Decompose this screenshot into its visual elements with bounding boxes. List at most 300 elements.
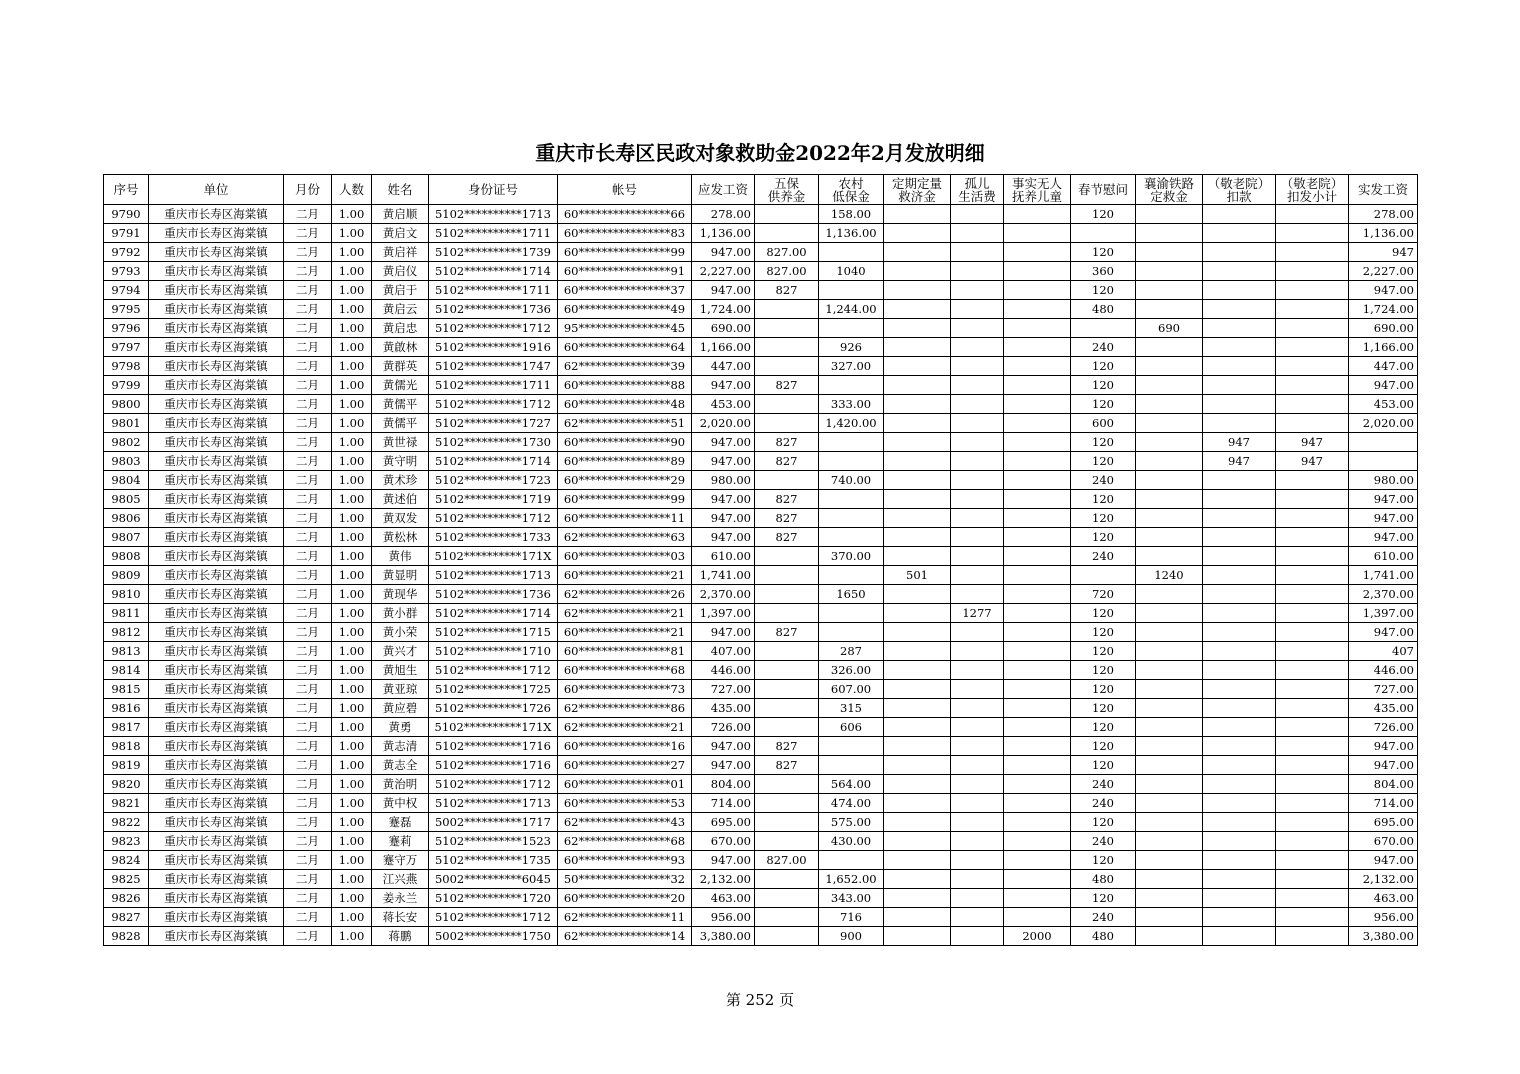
table-cell: 333.00: [819, 395, 884, 414]
table-cell: 120: [1071, 661, 1136, 680]
table-cell: [1276, 851, 1349, 870]
table-cell: [1203, 357, 1276, 376]
table-cell: [1349, 452, 1418, 471]
table-cell: [1276, 490, 1349, 509]
table-cell: 5102**********171X: [429, 718, 558, 737]
table-cell: 蒋长安: [372, 908, 429, 927]
table-cell: 947.00: [692, 737, 755, 756]
table-cell: 60****************93: [558, 851, 692, 870]
table-cell: [1004, 205, 1071, 224]
column-header: 实发工资: [1349, 175, 1418, 205]
table-cell: 62****************21: [558, 604, 692, 623]
table-row: [104, 262, 1418, 281]
table-row: [104, 604, 1418, 623]
table-cell: 黄儒平: [372, 414, 429, 433]
table-cell: 9790: [104, 205, 149, 224]
table-cell: 120: [1071, 433, 1136, 452]
table-cell: 黄显明: [372, 566, 429, 585]
table-cell: 947.00: [692, 623, 755, 642]
table-cell: 315: [819, 699, 884, 718]
table-cell: 1.00: [332, 395, 372, 414]
table-cell: [819, 490, 884, 509]
table-cell: [884, 604, 951, 623]
table-cell: [1203, 243, 1276, 262]
table-cell: 1,741.00: [692, 566, 755, 585]
table-cell: [1004, 870, 1071, 889]
table-cell: 947: [1276, 433, 1349, 452]
table-cell: 黄亚琼: [372, 680, 429, 699]
table-cell: 2,132.00: [1349, 870, 1418, 889]
table-cell: [951, 528, 1004, 547]
table-cell: 120: [1071, 737, 1136, 756]
table-cell: [951, 205, 1004, 224]
table-cell: 二月: [284, 281, 332, 300]
table-cell: 827: [755, 623, 819, 642]
table-cell: 二月: [284, 623, 332, 642]
table-cell: 947: [1349, 243, 1418, 262]
table-cell: [1136, 243, 1203, 262]
table-cell: 447.00: [1349, 357, 1418, 376]
table-cell: [884, 357, 951, 376]
table-cell: [884, 414, 951, 433]
table-cell: 947.00: [1349, 623, 1418, 642]
table-row: [104, 205, 1418, 224]
table-cell: 1.00: [332, 509, 372, 528]
table-cell: 1,724.00: [692, 300, 755, 319]
table-cell: 重庆市长寿区海棠镇: [149, 775, 284, 794]
table-cell: 二月: [284, 927, 332, 946]
table-cell: 5102**********1747: [429, 357, 558, 376]
table-cell: 62****************63: [558, 528, 692, 547]
column-header: 襄渝铁路 定救金: [1136, 175, 1203, 205]
table-cell: [1276, 870, 1349, 889]
table-cell: [1136, 300, 1203, 319]
table-cell: [1071, 319, 1136, 338]
table-cell: [755, 357, 819, 376]
table-cell: 5102**********1711: [429, 281, 558, 300]
table-cell: [819, 509, 884, 528]
table-cell: 5102**********1714: [429, 262, 558, 281]
table-cell: 1.00: [332, 471, 372, 490]
table-cell: 5102**********1714: [429, 452, 558, 471]
table-cell: 947.00: [1349, 490, 1418, 509]
table-row: [104, 528, 1418, 547]
table-row: [104, 509, 1418, 528]
table-cell: [819, 756, 884, 775]
table-row: [104, 376, 1418, 395]
table-cell: [1276, 642, 1349, 661]
table-cell: [1004, 813, 1071, 832]
table-cell: 二月: [284, 414, 332, 433]
table-cell: 435.00: [1349, 699, 1418, 718]
table-cell: [1276, 699, 1349, 718]
table-cell: 黄小群: [372, 604, 429, 623]
table-cell: [884, 224, 951, 243]
table-cell: [1136, 376, 1203, 395]
column-header: 应发工资: [692, 175, 755, 205]
table-cell: 1.00: [332, 699, 372, 718]
table-cell: 1,166.00: [1349, 338, 1418, 357]
table-cell: [951, 224, 1004, 243]
table-cell: [1004, 281, 1071, 300]
table-cell: 黄启顺: [372, 205, 429, 224]
table-cell: 9813: [104, 642, 149, 661]
table-cell: 240: [1071, 832, 1136, 851]
table-cell: 9792: [104, 243, 149, 262]
table-cell: [755, 547, 819, 566]
table-cell: [884, 490, 951, 509]
table-row: [104, 927, 1418, 946]
table-cell: [1203, 775, 1276, 794]
table-row: [104, 813, 1418, 832]
table-cell: 二月: [284, 680, 332, 699]
table-cell: 95****************45: [558, 319, 692, 338]
table-cell: [884, 547, 951, 566]
table-cell: 蒋鹏: [372, 927, 429, 946]
table-cell: [1004, 376, 1071, 395]
table-cell: [1136, 642, 1203, 661]
table-cell: 黄志清: [372, 737, 429, 756]
table-cell: 二月: [284, 300, 332, 319]
table-cell: 240: [1071, 547, 1136, 566]
table-cell: 607.00: [819, 680, 884, 699]
table-cell: 926: [819, 338, 884, 357]
table-cell: [1276, 756, 1349, 775]
table-cell: 1,741.00: [1349, 566, 1418, 585]
table-cell: [1004, 395, 1071, 414]
table-cell: 黄现华: [372, 585, 429, 604]
table-cell: [1004, 718, 1071, 737]
column-header: 五保 供养金: [755, 175, 819, 205]
table-cell: [1276, 243, 1349, 262]
table-cell: 黄启文: [372, 224, 429, 243]
column-header: （敬老院） 扣发小计: [1276, 175, 1349, 205]
table-cell: [1203, 490, 1276, 509]
table-cell: 1.00: [332, 775, 372, 794]
table-cell: 5102**********1735: [429, 851, 558, 870]
table-cell: 黄啟林: [372, 338, 429, 357]
table-cell: [951, 262, 1004, 281]
table-cell: 120: [1071, 642, 1136, 661]
table-cell: [1276, 205, 1349, 224]
table-cell: [1203, 547, 1276, 566]
table-cell: 二月: [284, 718, 332, 737]
table-cell: 120: [1071, 680, 1136, 699]
table-row: [104, 680, 1418, 699]
table-cell: 60****************48: [558, 395, 692, 414]
table-cell: [884, 623, 951, 642]
table-cell: 120: [1071, 528, 1136, 547]
table-row: [104, 395, 1418, 414]
table-cell: 474.00: [819, 794, 884, 813]
table-cell: 60****************03: [558, 547, 692, 566]
table-cell: 9817: [104, 718, 149, 737]
table-cell: 120: [1071, 490, 1136, 509]
table-cell: [1276, 718, 1349, 737]
table-cell: [1276, 300, 1349, 319]
table-cell: 二月: [284, 452, 332, 471]
table-cell: [1203, 338, 1276, 357]
table-cell: 3,380.00: [1349, 927, 1418, 946]
table-cell: [755, 870, 819, 889]
table-cell: [819, 528, 884, 547]
table-header-row: [104, 175, 1418, 205]
table-cell: 5002**********1750: [429, 927, 558, 946]
table-cell: 重庆市长寿区海棠镇: [149, 528, 284, 547]
table-cell: [1203, 395, 1276, 414]
table-cell: 2,227.00: [692, 262, 755, 281]
table-cell: 9804: [104, 471, 149, 490]
table-cell: 二月: [284, 205, 332, 224]
table-cell: 947.00: [1349, 851, 1418, 870]
table-cell: 9827: [104, 908, 149, 927]
table-cell: 5102**********1715: [429, 623, 558, 642]
table-cell: 9824: [104, 851, 149, 870]
table-cell: [755, 794, 819, 813]
table-cell: 610.00: [1349, 547, 1418, 566]
table-cell: 重庆市长寿区海棠镇: [149, 680, 284, 699]
table-row: [104, 851, 1418, 870]
table-cell: [1203, 870, 1276, 889]
table-cell: 1.00: [332, 623, 372, 642]
table-cell: [884, 281, 951, 300]
table-cell: [755, 300, 819, 319]
column-header: 月份: [284, 175, 332, 205]
table-cell: [884, 528, 951, 547]
table-cell: 黄群英: [372, 357, 429, 376]
table-cell: 重庆市长寿区海棠镇: [149, 205, 284, 224]
table-cell: 5102**********1723: [429, 471, 558, 490]
table-cell: [1004, 699, 1071, 718]
table-cell: 二月: [284, 262, 332, 281]
table-cell: 62****************51: [558, 414, 692, 433]
table-cell: 黄旭生: [372, 661, 429, 680]
table-cell: 430.00: [819, 832, 884, 851]
table-cell: 1.00: [332, 376, 372, 395]
table-cell: 827: [755, 490, 819, 509]
table-cell: 240: [1071, 775, 1136, 794]
table-cell: 447.00: [692, 357, 755, 376]
table-cell: [1203, 509, 1276, 528]
table-cell: 5102**********1713: [429, 566, 558, 585]
table-cell: 714.00: [692, 794, 755, 813]
table-row: [104, 338, 1418, 357]
table-cell: 407: [1349, 642, 1418, 661]
table-cell: 947.00: [1349, 509, 1418, 528]
table-cell: 1.00: [332, 585, 372, 604]
table-cell: [1203, 718, 1276, 737]
table-cell: 5102**********1736: [429, 300, 558, 319]
table-cell: 5102**********1711: [429, 376, 558, 395]
table-cell: 重庆市长寿区海棠镇: [149, 357, 284, 376]
table-cell: 827: [755, 737, 819, 756]
table-cell: 947.00: [1349, 756, 1418, 775]
table-cell: 二月: [284, 737, 332, 756]
table-cell: [819, 452, 884, 471]
table-cell: 重庆市长寿区海棠镇: [149, 870, 284, 889]
table-cell: 二月: [284, 490, 332, 509]
table-cell: 1,136.00: [692, 224, 755, 243]
table-cell: 947.00: [692, 509, 755, 528]
table-cell: [755, 205, 819, 224]
table-cell: [1136, 813, 1203, 832]
table-cell: 1.00: [332, 661, 372, 680]
table-cell: 1.00: [332, 908, 372, 927]
table-cell: [951, 490, 1004, 509]
table-cell: 1.00: [332, 300, 372, 319]
table-cell: 947.00: [692, 433, 755, 452]
table-cell: 重庆市长寿区海棠镇: [149, 471, 284, 490]
table-cell: [951, 927, 1004, 946]
table-cell: 9808: [104, 547, 149, 566]
table-cell: 重庆市长寿区海棠镇: [149, 395, 284, 414]
table-cell: 947.00: [692, 243, 755, 262]
table-row: [104, 737, 1418, 756]
table-cell: [819, 623, 884, 642]
table-cell: [951, 623, 1004, 642]
table-cell: 827.00: [755, 262, 819, 281]
table-cell: [884, 471, 951, 490]
table-cell: 60****************27: [558, 756, 692, 775]
table-cell: [951, 376, 1004, 395]
table-cell: [1203, 414, 1276, 433]
table-cell: 5102**********1733: [429, 528, 558, 547]
table-cell: 575.00: [819, 813, 884, 832]
table-cell: [1203, 281, 1276, 300]
table-cell: 黄勇: [372, 718, 429, 737]
table-cell: [951, 661, 1004, 680]
table-cell: 60****************66: [558, 205, 692, 224]
table-cell: [755, 699, 819, 718]
table-cell: [1004, 547, 1071, 566]
table-cell: 670.00: [692, 832, 755, 851]
table-cell: 278.00: [1349, 205, 1418, 224]
table-cell: [1276, 775, 1349, 794]
table-cell: 120: [1071, 851, 1136, 870]
table-cell: [1004, 794, 1071, 813]
table-cell: 5102**********1712: [429, 775, 558, 794]
table-cell: [1136, 509, 1203, 528]
table-cell: 重庆市长寿区海棠镇: [149, 623, 284, 642]
table-cell: 黄儒光: [372, 376, 429, 395]
table-cell: 黄述伯: [372, 490, 429, 509]
table-cell: 947.00: [692, 528, 755, 547]
table-cell: [1203, 604, 1276, 623]
table-cell: [1004, 452, 1071, 471]
table-cell: [1276, 319, 1349, 338]
table-cell: 二月: [284, 889, 332, 908]
table-cell: 黄启仪: [372, 262, 429, 281]
table-cell: 60****************11: [558, 509, 692, 528]
table-cell: [884, 300, 951, 319]
table-cell: [951, 680, 1004, 699]
table-cell: 60****************99: [558, 243, 692, 262]
table-cell: 5102**********1713: [429, 794, 558, 813]
table-cell: [1136, 395, 1203, 414]
table-cell: 1.00: [332, 756, 372, 775]
table-cell: 二月: [284, 243, 332, 262]
table-cell: [819, 243, 884, 262]
table-cell: 5102**********1714: [429, 604, 558, 623]
table-cell: [1136, 908, 1203, 927]
table-cell: [1004, 357, 1071, 376]
table-cell: 120: [1071, 813, 1136, 832]
table-cell: 1,397.00: [1349, 604, 1418, 623]
table-cell: [951, 737, 1004, 756]
table-cell: [951, 870, 1004, 889]
table-cell: [1203, 794, 1276, 813]
table-cell: 695.00: [692, 813, 755, 832]
table-cell: 重庆市长寿区海棠镇: [149, 756, 284, 775]
table-cell: 重庆市长寿区海棠镇: [149, 718, 284, 737]
table-cell: [1136, 927, 1203, 946]
table-cell: 重庆市长寿区海棠镇: [149, 490, 284, 509]
table-cell: 重庆市长寿区海棠镇: [149, 319, 284, 338]
table-cell: 370.00: [819, 547, 884, 566]
table-cell: 60****************73: [558, 680, 692, 699]
table-row: [104, 623, 1418, 642]
table-row: [104, 243, 1418, 262]
table-cell: [1136, 794, 1203, 813]
table-cell: 947.00: [692, 452, 755, 471]
table-cell: 二月: [284, 908, 332, 927]
table-cell: [884, 737, 951, 756]
table-cell: 947.00: [692, 281, 755, 300]
table-cell: [884, 832, 951, 851]
table-cell: [951, 433, 1004, 452]
table-cell: [951, 642, 1004, 661]
table-cell: 5102**********1713: [429, 205, 558, 224]
table-cell: [1203, 585, 1276, 604]
table-cell: 姜永兰: [372, 889, 429, 908]
table-cell: [1136, 832, 1203, 851]
table-cell: 重庆市长寿区海棠镇: [149, 832, 284, 851]
table-cell: 二月: [284, 528, 332, 547]
table-cell: [1004, 642, 1071, 661]
table-cell: 827: [755, 528, 819, 547]
table-cell: [1203, 205, 1276, 224]
table-cell: [884, 452, 951, 471]
table-cell: 690: [1136, 319, 1203, 338]
table-cell: 黄松林: [372, 528, 429, 547]
table-cell: 5102**********1712: [429, 661, 558, 680]
table-cell: [1276, 680, 1349, 699]
table-cell: [1004, 623, 1071, 642]
table-cell: [951, 794, 1004, 813]
table-row: [104, 300, 1418, 319]
table-cell: 1.00: [332, 414, 372, 433]
table-cell: 453.00: [692, 395, 755, 414]
table-cell: [951, 832, 1004, 851]
column-header: 农村 低保金: [819, 175, 884, 205]
table-cell: 二月: [284, 547, 332, 566]
table-cell: 9816: [104, 699, 149, 718]
table-cell: [951, 395, 1004, 414]
table-cell: 60****************89: [558, 452, 692, 471]
table-cell: 1.00: [332, 224, 372, 243]
table-cell: 120: [1071, 357, 1136, 376]
table-cell: [951, 300, 1004, 319]
table-cell: [755, 604, 819, 623]
table-cell: 1.00: [332, 547, 372, 566]
table-cell: [1276, 281, 1349, 300]
table-cell: [755, 566, 819, 585]
table-cell: [1004, 908, 1071, 927]
table-cell: [1276, 794, 1349, 813]
table-cell: [1136, 357, 1203, 376]
table-cell: 2,132.00: [692, 870, 755, 889]
column-header: （敬老院） 扣款: [1203, 175, 1276, 205]
